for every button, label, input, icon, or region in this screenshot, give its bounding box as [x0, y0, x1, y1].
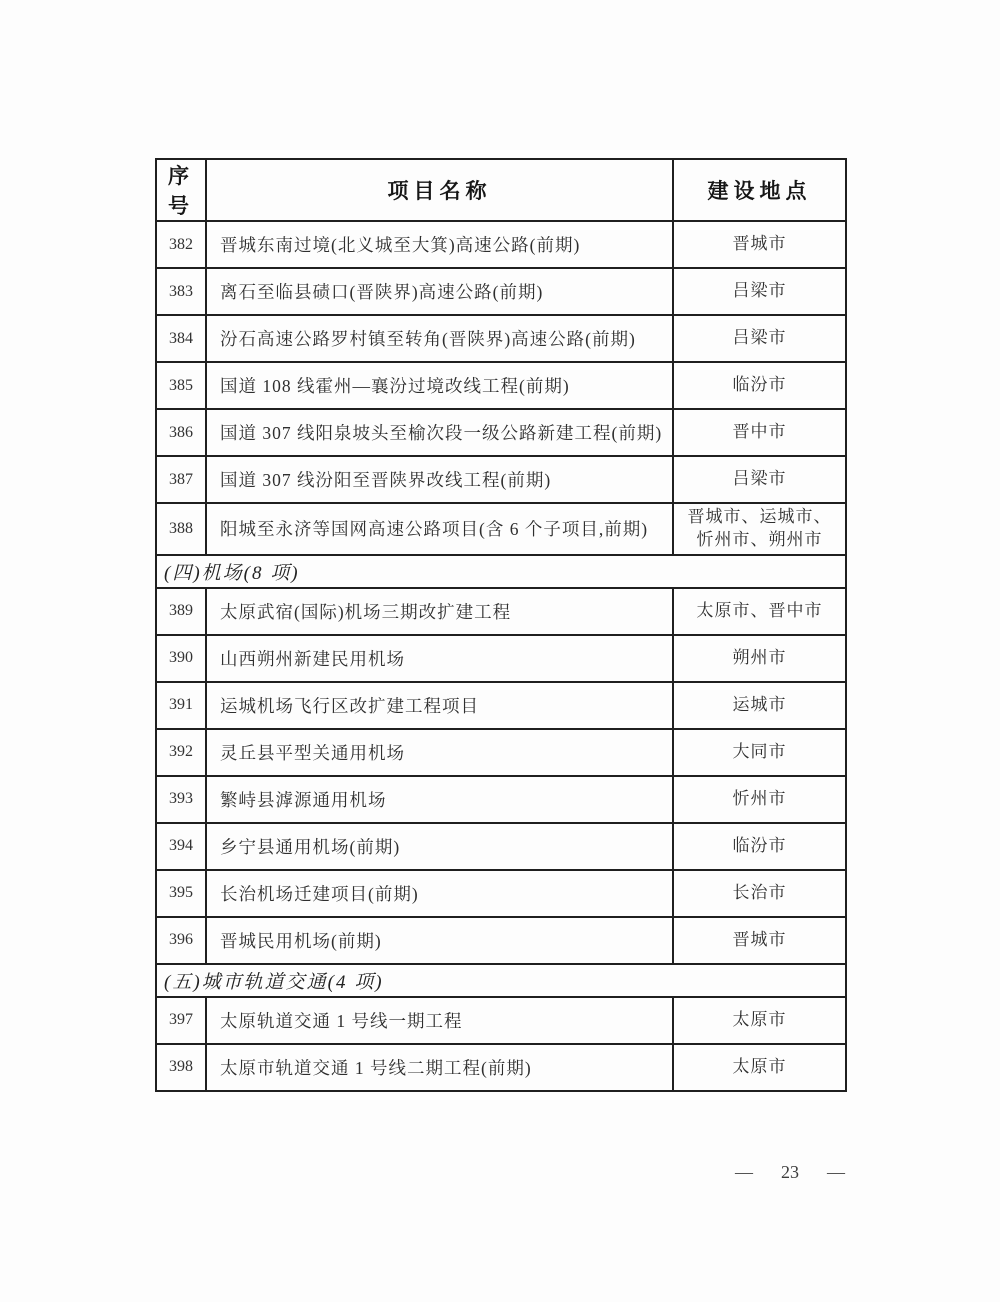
location-cell: 朔州市 — [673, 635, 846, 682]
serial-cell: 390 — [156, 635, 206, 682]
table-row — [156, 409, 846, 456]
footer-left-dash: — — [735, 1162, 753, 1182]
project-name-cell: 繁峙县滹源通用机场 — [206, 776, 673, 823]
location-cell: 吕梁市 — [673, 268, 846, 315]
serial-cell: 393 — [156, 776, 206, 823]
project-name-cell: 国道 108 线霍州—襄汾过境改线工程(前期) — [206, 362, 673, 409]
project-name-cell: 运城机场飞行区改扩建工程项目 — [206, 682, 673, 729]
project-name-cell: 离石至临县碛口(晋陕界)高速公路(前期) — [206, 268, 673, 315]
project-name-cell: 灵丘县平型关通用机场 — [206, 729, 673, 776]
table-row — [156, 917, 846, 964]
table-row — [156, 221, 846, 268]
column-header-location: 建设地点 — [673, 159, 846, 221]
location-cell: 晋城市 — [673, 917, 846, 964]
table-row — [156, 362, 846, 409]
projects-table — [155, 158, 847, 1092]
table-row — [156, 456, 846, 503]
location-cell: 忻州市 — [673, 776, 846, 823]
table-row — [156, 682, 846, 729]
section-header-label: (四)机场(8 项) — [156, 555, 846, 588]
project-name-cell: 晋城东南过境(北义城至大箕)高速公路(前期) — [206, 221, 673, 268]
location-cell: 太原市 — [673, 997, 846, 1044]
project-name-cell: 太原武宿(国际)机场三期改扩建工程 — [206, 588, 673, 635]
location-cell: 太原市 — [673, 1044, 846, 1091]
location-cell: 吕梁市 — [673, 456, 846, 503]
table-row — [156, 635, 846, 682]
project-name-cell: 乡宁县通用机场(前期) — [206, 823, 673, 870]
table-row — [156, 997, 846, 1044]
serial-cell: 391 — [156, 682, 206, 729]
page-footer — [735, 1162, 845, 1183]
location-cell: 晋城市、运城市、忻州市、朔州市 — [673, 503, 846, 555]
footer-right-dash: — — [827, 1162, 845, 1182]
section-header-row — [156, 964, 846, 997]
table-row — [156, 268, 846, 315]
project-name-cell: 长治机场迁建项目(前期) — [206, 870, 673, 917]
table-row — [156, 870, 846, 917]
table-row — [156, 776, 846, 823]
serial-cell: 382 — [156, 221, 206, 268]
table-row — [156, 503, 846, 555]
serial-cell: 392 — [156, 729, 206, 776]
table-header-row — [156, 159, 846, 221]
table-row — [156, 1044, 846, 1091]
project-name-cell: 汾石高速公路罗村镇至转角(晋陕界)高速公路(前期) — [206, 315, 673, 362]
serial-cell: 394 — [156, 823, 206, 870]
column-header-project-name: 项目名称 — [206, 159, 673, 221]
serial-cell: 387 — [156, 456, 206, 503]
serial-cell: 396 — [156, 917, 206, 964]
project-name-cell: 国道 307 线汾阳至晋陕界改线工程(前期) — [206, 456, 673, 503]
project-name-cell: 国道 307 线阳泉坡头至榆次段一级公路新建工程(前期) — [206, 409, 673, 456]
section-header-label: (五)城市轨道交通(4 项) — [156, 964, 846, 997]
serial-cell: 388 — [156, 503, 206, 555]
serial-cell: 398 — [156, 1044, 206, 1091]
serial-cell: 385 — [156, 362, 206, 409]
location-cell: 吕梁市 — [673, 315, 846, 362]
location-cell: 晋中市 — [673, 409, 846, 456]
location-cell: 临汾市 — [673, 362, 846, 409]
table-row — [156, 315, 846, 362]
page-number: 23 — [781, 1162, 799, 1182]
location-cell: 晋城市 — [673, 221, 846, 268]
serial-cell: 384 — [156, 315, 206, 362]
serial-cell: 397 — [156, 997, 206, 1044]
table-body — [156, 221, 846, 1091]
location-cell: 大同市 — [673, 729, 846, 776]
serial-cell: 386 — [156, 409, 206, 456]
project-name-cell: 太原市轨道交通 1 号线二期工程(前期) — [206, 1044, 673, 1091]
project-name-cell: 晋城民用机场(前期) — [206, 917, 673, 964]
location-cell: 运城市 — [673, 682, 846, 729]
project-name-cell: 阳城至永济等国网高速公路项目(含 6 个子项目,前期) — [206, 503, 673, 555]
table-row — [156, 588, 846, 635]
section-header-row — [156, 555, 846, 588]
project-name-cell: 太原轨道交通 1 号线一期工程 — [206, 997, 673, 1044]
column-header-serial: 序号 — [156, 159, 206, 221]
serial-cell: 395 — [156, 870, 206, 917]
serial-cell: 389 — [156, 588, 206, 635]
location-cell: 临汾市 — [673, 823, 846, 870]
location-cell: 太原市、晋中市 — [673, 588, 846, 635]
table-row — [156, 823, 846, 870]
table-row — [156, 729, 846, 776]
location-cell: 长治市 — [673, 870, 846, 917]
serial-cell: 383 — [156, 268, 206, 315]
project-name-cell: 山西朔州新建民用机场 — [206, 635, 673, 682]
